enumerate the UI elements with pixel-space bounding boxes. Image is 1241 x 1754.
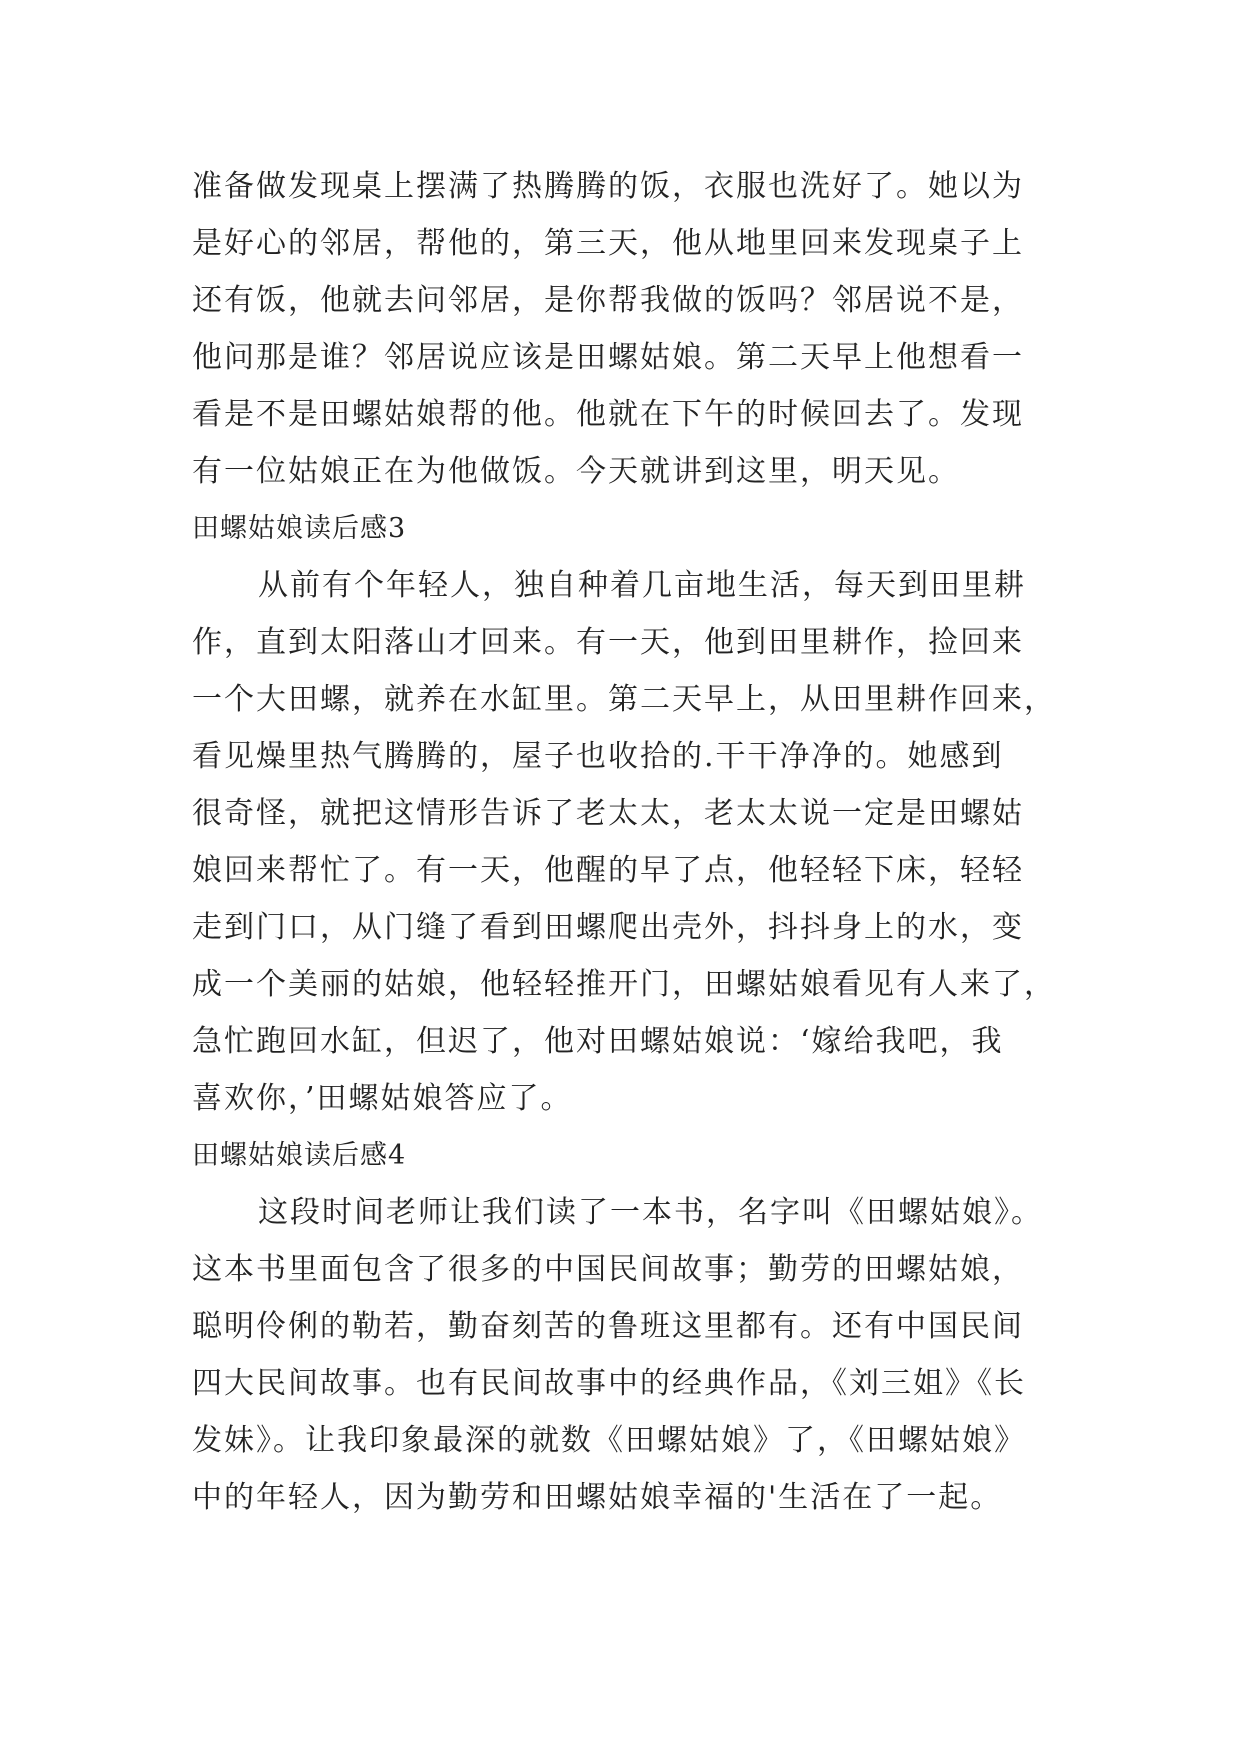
text-line: 从前有个年轻人，独自种着几亩地生活，每天到田里耕 [258, 568, 1026, 603]
text-line: 这本书里面包含了很多的中国民间故事；勤劳的田螺姑娘， [192, 1252, 1024, 1287]
text-line: 他问那是谁？邻居说应该是田螺姑娘。第二天早上他想看一 [192, 340, 1024, 375]
text-line: 是好心的邻居，帮他的，第三天，他从地里回来发现桌子上 [192, 226, 1024, 261]
text-line: 有一位姑娘正在为他做饭。今天就讲到这里，明天见。 [192, 454, 960, 489]
text-line: 走到门口，从门缝了看到田螺爬出壳外，抖抖身上的水，变 [192, 910, 1024, 945]
text-line: 这段时间老师让我们读了一本书，名字叫《田螺姑娘》。 [258, 1195, 1043, 1230]
text-line: 聪明伶俐的勒若，勤奋刻苦的鲁班这里都有。还有中国民间 [192, 1309, 1024, 1344]
document-body [192, 158, 1072, 1526]
text-line: 成一个美丽的姑娘，他轻轻推开门，田螺姑娘看见有人来了， [192, 967, 1056, 1002]
text-line: 很奇怪，就把这情形告诉了老太太，老太太说一定是田螺姑 [192, 796, 1024, 831]
text-line: 还有饭，他就去问邻居，是你帮我做的饭吗？邻居说不是， [192, 283, 1024, 318]
text-line: 娘回来帮忙了。有一天，他醒的早了点，他轻轻下床，轻轻 [192, 853, 1024, 888]
text-line: 看见燥里热气腾腾的，屋子也收拾的.干干净净的。她感到 [192, 739, 1004, 774]
text-line: 看是不是田螺姑娘帮的他。他就在下午的时候回去了。发现 [192, 397, 1024, 432]
text-line: 一个大田螺，就养在水缸里。第二天早上，从田里耕作回来， [192, 682, 1056, 717]
section-heading-4: 田螺姑娘读后感4 [192, 1140, 407, 1171]
text-line: 准备做发现桌上摆满了热腾腾的饭，衣服也洗好了。她以为 [192, 169, 1024, 204]
paragraph-continued [192, 158, 1072, 500]
section-heading-3: 田螺姑娘读后感3 [192, 513, 407, 544]
text-line: 喜欢你，’田螺姑娘答应了。 [192, 1081, 573, 1116]
paragraph-section-4 [192, 1184, 1072, 1526]
text-line: 四大民间故事。也有民间故事中的经典作品，《刘三姐》《长 [192, 1366, 1026, 1401]
text-line: 急忙跑回水缸，但迟了，他对田螺姑娘说：‘嫁给我吧，我 [192, 1024, 1004, 1059]
paragraph-section-3 [192, 557, 1072, 1127]
text-line: 作，直到太阳落山才回来。有一天，他到田里耕作，捡回来 [192, 625, 1024, 660]
text-line: 中的年轻人，因为勤劳和田螺姑娘幸福的'生活在了一起。 [192, 1480, 1003, 1515]
text-line: 发妹》。让我印象最深的就数《田螺姑娘》了，《田螺姑娘》 [192, 1423, 1026, 1458]
